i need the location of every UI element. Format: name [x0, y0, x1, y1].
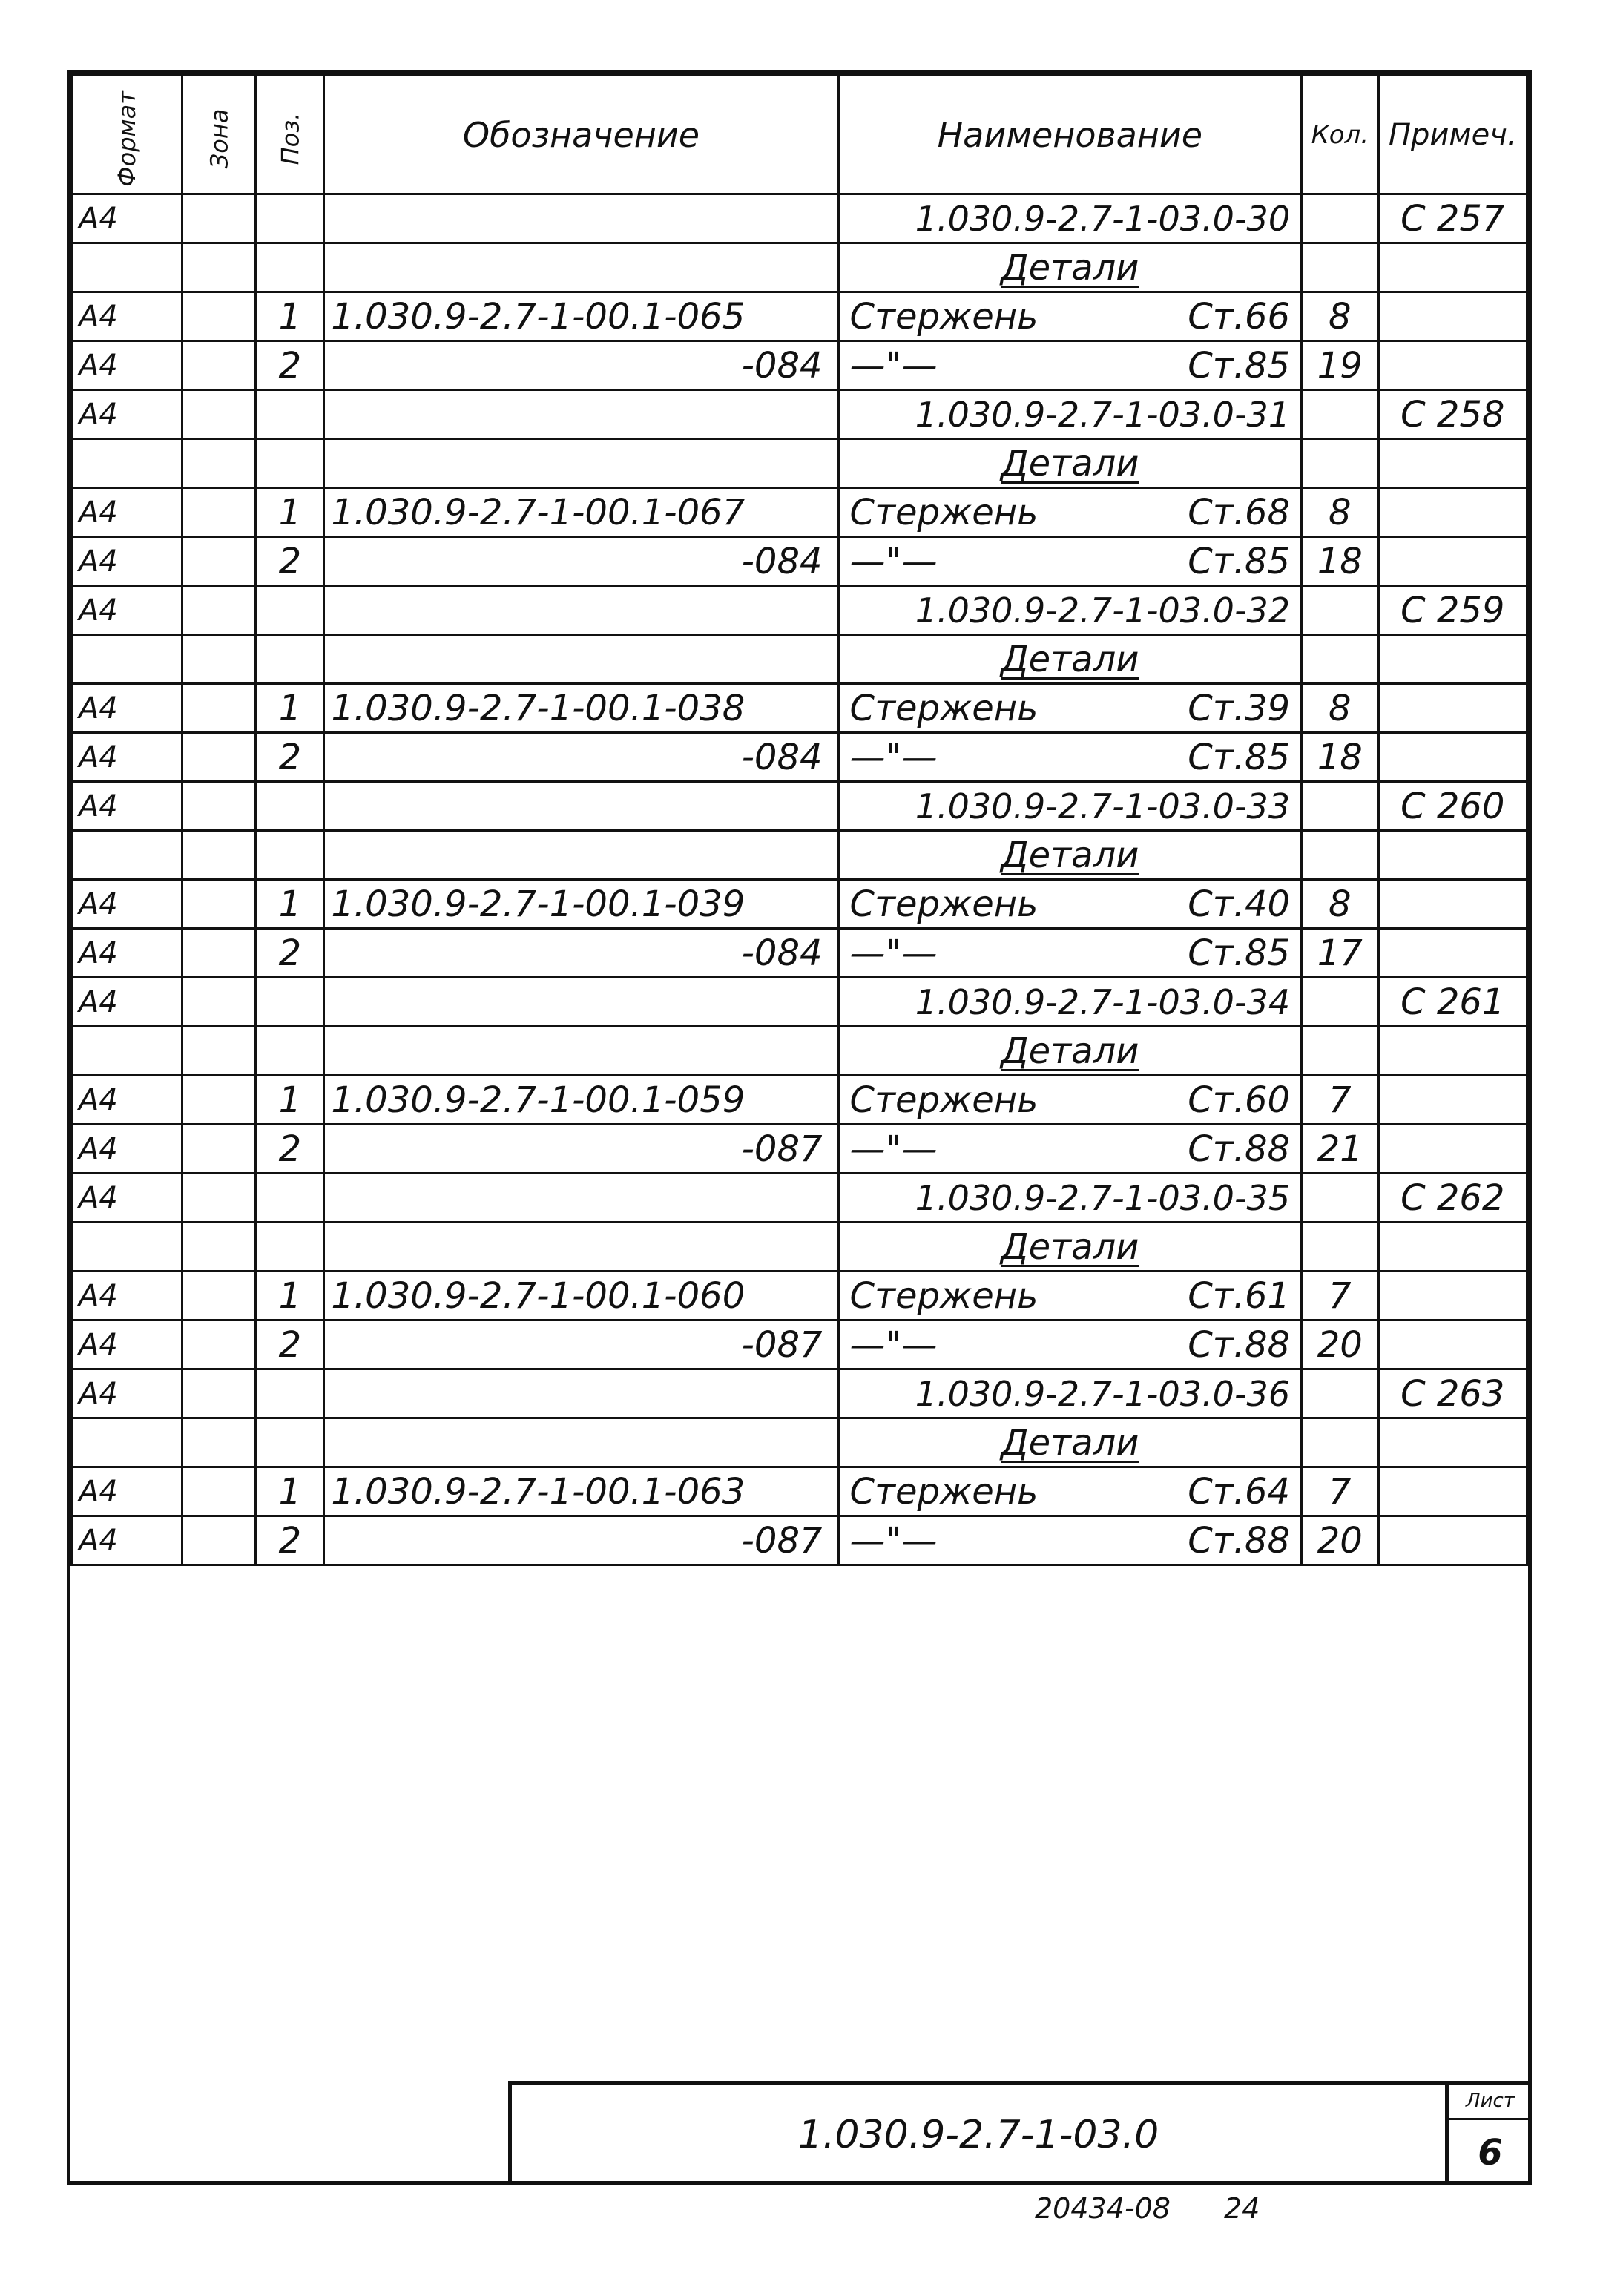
header-note: Примеч.	[1378, 76, 1527, 194]
position-cell: 1	[256, 1076, 324, 1125]
format-cell: А4	[72, 1125, 182, 1174]
note-cell	[1378, 488, 1527, 537]
format-cell	[72, 439, 182, 488]
note-cell	[1378, 1223, 1527, 1272]
format-cell: А4	[72, 1076, 182, 1125]
note-cell: С 261	[1378, 978, 1527, 1027]
designation-cell	[324, 243, 838, 292]
assembly-reference-cell: 1.030.9-2.7-1-03.0-31	[838, 390, 1302, 439]
format-cell: А4	[72, 1369, 182, 1418]
zone-cell	[182, 831, 256, 880]
format-cell	[72, 635, 182, 684]
format-cell: А4	[72, 537, 182, 586]
note-cell	[1378, 684, 1527, 733]
note-cell	[1378, 439, 1527, 488]
format-cell: А4	[72, 390, 182, 439]
format-cell: А4	[72, 978, 182, 1027]
note-cell	[1378, 537, 1527, 586]
position-cell: 2	[256, 1320, 324, 1369]
header-zone: Зона	[182, 76, 256, 194]
zone-cell	[182, 1125, 256, 1174]
quantity-cell	[1302, 1418, 1378, 1467]
zone-cell	[182, 635, 256, 684]
table-row	[72, 635, 1527, 684]
item-name: —"—	[849, 1128, 938, 1170]
item-name: Стержень	[849, 883, 1039, 925]
zone-cell	[182, 929, 256, 978]
format-cell: А4	[72, 782, 182, 831]
zone-cell	[182, 488, 256, 537]
format-cell	[72, 243, 182, 292]
position-cell	[256, 194, 324, 243]
item-name: —"—	[849, 1323, 938, 1366]
table-row	[72, 1467, 1527, 1516]
quantity-cell	[1302, 390, 1378, 439]
item-unit: Ст.61	[1188, 1274, 1291, 1317]
note-cell	[1378, 1467, 1527, 1516]
section-title-cell	[838, 243, 1302, 292]
position-cell	[256, 1174, 324, 1223]
table-row	[72, 880, 1527, 929]
zone-cell	[182, 194, 256, 243]
item-unit: Ст.88	[1188, 1323, 1291, 1366]
designation-cell: 1.030.9-2.7-1-00.1-065	[324, 292, 838, 341]
quantity-cell	[1302, 194, 1378, 243]
zone-cell	[182, 586, 256, 635]
item-name: Стержень	[849, 1079, 1039, 1121]
zone-cell	[182, 439, 256, 488]
position-cell: 1	[256, 1272, 324, 1320]
item-unit: Ст.39	[1188, 687, 1291, 729]
zone-cell	[182, 1418, 256, 1467]
assembly-reference-cell: 1.030.9-2.7-1-03.0-33	[838, 782, 1302, 831]
item-unit: Ст.64	[1188, 1470, 1291, 1513]
position-cell: 1	[256, 1467, 324, 1516]
section-title-cell	[838, 831, 1302, 880]
name-cell	[838, 929, 1302, 978]
item-name: —"—	[849, 344, 938, 386]
section-title: Детали	[1001, 638, 1139, 680]
table-row	[72, 1516, 1527, 1565]
format-cell: А4	[72, 929, 182, 978]
zone-cell	[182, 390, 256, 439]
table-row	[72, 488, 1527, 537]
name-cell	[838, 880, 1302, 929]
position-cell	[256, 782, 324, 831]
section-title: Детали	[1001, 442, 1139, 484]
position-cell: 2	[256, 929, 324, 978]
quantity-cell: 17	[1302, 929, 1378, 978]
position-cell	[256, 1223, 324, 1272]
position-cell: 1	[256, 880, 324, 929]
name-cell	[838, 537, 1302, 586]
header-designation: Обозначение	[324, 76, 838, 194]
item-name: Стержень	[849, 1470, 1039, 1513]
section-title: Детали	[1001, 1030, 1139, 1072]
format-cell: А4	[72, 1272, 182, 1320]
table-row	[72, 1320, 1527, 1369]
position-cell	[256, 586, 324, 635]
zone-cell	[182, 1516, 256, 1565]
quantity-cell: 20	[1302, 1320, 1378, 1369]
zone-cell	[182, 782, 256, 831]
table-row	[72, 978, 1527, 1027]
item-unit: Ст.85	[1188, 540, 1291, 582]
format-cell: А4	[72, 1467, 182, 1516]
name-cell	[838, 1272, 1302, 1320]
designation-cell	[324, 831, 838, 880]
note-cell	[1378, 292, 1527, 341]
item-name: Стержень	[849, 295, 1039, 338]
table-row	[72, 733, 1527, 782]
table-row	[72, 586, 1527, 635]
drawing-sheet	[67, 70, 1532, 2185]
name-cell	[838, 488, 1302, 537]
zone-cell	[182, 341, 256, 390]
format-cell: А4	[72, 586, 182, 635]
table-row	[72, 782, 1527, 831]
format-cell	[72, 831, 182, 880]
zone-cell	[182, 880, 256, 929]
format-cell: А4	[72, 341, 182, 390]
table-row	[72, 1076, 1527, 1125]
note-cell	[1378, 1076, 1527, 1125]
table-row	[72, 1125, 1527, 1174]
name-cell	[838, 1076, 1302, 1125]
name-cell	[838, 1125, 1302, 1174]
note-cell: С 257	[1378, 194, 1527, 243]
table-body	[72, 194, 1527, 1565]
position-cell	[256, 635, 324, 684]
item-name: Стержень	[849, 1274, 1039, 1317]
designation-cell	[324, 1369, 838, 1418]
designation-cell	[324, 1418, 838, 1467]
format-cell: А4	[72, 194, 182, 243]
item-name: —"—	[849, 736, 938, 778]
quantity-cell: 8	[1302, 292, 1378, 341]
item-unit: Ст.85	[1188, 344, 1291, 386]
position-cell: 2	[256, 537, 324, 586]
note-cell	[1378, 635, 1527, 684]
quantity-cell	[1302, 1223, 1378, 1272]
section-title-cell	[838, 1027, 1302, 1076]
position-cell	[256, 243, 324, 292]
section-title: Детали	[1001, 1421, 1139, 1464]
section-title: Детали	[1001, 1226, 1139, 1268]
zone-cell	[182, 684, 256, 733]
format-cell: А4	[72, 684, 182, 733]
footer	[1035, 2192, 1304, 2225]
table-row	[72, 1272, 1527, 1320]
note-cell: С 260	[1378, 782, 1527, 831]
table-row	[72, 1174, 1527, 1223]
header-format: Формат	[72, 76, 182, 194]
assembly-reference-cell: 1.030.9-2.7-1-03.0-36	[838, 1369, 1302, 1418]
header-quantity: Кол.	[1302, 76, 1378, 194]
quantity-cell	[1302, 1027, 1378, 1076]
table-row	[72, 1027, 1527, 1076]
zone-cell	[182, 1369, 256, 1418]
format-cell: А4	[72, 1320, 182, 1369]
table-row	[72, 1369, 1527, 1418]
header-position: Поз.	[256, 76, 324, 194]
table-row	[72, 341, 1527, 390]
note-cell	[1378, 880, 1527, 929]
table-row	[72, 1418, 1527, 1467]
zone-cell	[182, 243, 256, 292]
position-cell: 1	[256, 684, 324, 733]
note-cell	[1378, 1320, 1527, 1369]
position-cell: 2	[256, 1516, 324, 1565]
section-title-cell	[838, 635, 1302, 684]
designation-cell: -084	[324, 341, 838, 390]
format-cell: А4	[72, 1516, 182, 1565]
designation-cell	[324, 978, 838, 1027]
item-unit: Ст.88	[1188, 1128, 1291, 1170]
designation-cell	[324, 1027, 838, 1076]
zone-cell	[182, 1076, 256, 1125]
note-cell: С 258	[1378, 390, 1527, 439]
note-cell: С 263	[1378, 1369, 1527, 1418]
table-row	[72, 929, 1527, 978]
zone-cell	[182, 292, 256, 341]
zone-cell	[182, 1223, 256, 1272]
designation-cell	[324, 194, 838, 243]
assembly-reference-cell: 1.030.9-2.7-1-03.0-30	[838, 194, 1302, 243]
name-cell	[838, 733, 1302, 782]
position-cell	[256, 390, 324, 439]
item-unit: Ст.40	[1188, 883, 1291, 925]
designation-cell: 1.030.9-2.7-1-00.1-067	[324, 488, 838, 537]
item-unit: Ст.66	[1188, 295, 1291, 338]
note-cell	[1378, 341, 1527, 390]
format-cell	[72, 1418, 182, 1467]
designation-cell	[324, 1223, 838, 1272]
zone-cell	[182, 537, 256, 586]
name-cell	[838, 1320, 1302, 1369]
quantity-cell	[1302, 978, 1378, 1027]
item-name: Стержень	[849, 491, 1039, 533]
position-cell	[256, 439, 324, 488]
designation-cell	[324, 390, 838, 439]
designation-cell: 1.030.9-2.7-1-00.1-063	[324, 1467, 838, 1516]
specification-table	[70, 74, 1528, 1566]
designation-cell: 1.030.9-2.7-1-00.1-060	[324, 1272, 838, 1320]
item-name: —"—	[849, 1519, 938, 1562]
format-cell: А4	[72, 733, 182, 782]
table-row	[72, 194, 1527, 243]
position-cell: 2	[256, 341, 324, 390]
quantity-cell: 18	[1302, 537, 1378, 586]
quantity-cell	[1302, 586, 1378, 635]
note-cell	[1378, 733, 1527, 782]
designation-cell: -084	[324, 537, 838, 586]
designation-cell: -087	[324, 1125, 838, 1174]
format-cell: А4	[72, 488, 182, 537]
page-number: 24	[1224, 2192, 1260, 2225]
zone-cell	[182, 1174, 256, 1223]
quantity-cell	[1302, 831, 1378, 880]
note-cell	[1378, 929, 1527, 978]
designation-cell	[324, 1174, 838, 1223]
item-unit: Ст.88	[1188, 1519, 1291, 1562]
item-name: —"—	[849, 540, 938, 582]
quantity-cell	[1302, 1369, 1378, 1418]
section-title-cell	[838, 1418, 1302, 1467]
designation-cell	[324, 586, 838, 635]
name-cell	[838, 1467, 1302, 1516]
note-cell	[1378, 1272, 1527, 1320]
table-row	[72, 243, 1527, 292]
quantity-cell: 19	[1302, 341, 1378, 390]
table-row	[72, 537, 1527, 586]
assembly-reference-cell: 1.030.9-2.7-1-03.0-32	[838, 586, 1302, 635]
position-cell: 2	[256, 733, 324, 782]
designation-cell: -084	[324, 733, 838, 782]
name-cell	[838, 341, 1302, 390]
header-name: Наименование	[838, 76, 1302, 194]
note-cell	[1378, 1418, 1527, 1467]
assembly-reference-cell: 1.030.9-2.7-1-03.0-35	[838, 1174, 1302, 1223]
note-cell	[1378, 1125, 1527, 1174]
designation-cell: 1.030.9-2.7-1-00.1-038	[324, 684, 838, 733]
zone-cell	[182, 1272, 256, 1320]
designation-cell: -084	[324, 929, 838, 978]
note-cell	[1378, 1516, 1527, 1565]
quantity-cell: 8	[1302, 880, 1378, 929]
designation-cell	[324, 782, 838, 831]
table-row	[72, 439, 1527, 488]
position-cell	[256, 1369, 324, 1418]
designation-cell: 1.030.9-2.7-1-00.1-059	[324, 1076, 838, 1125]
note-cell: С 259	[1378, 586, 1527, 635]
section-title: Детали	[1001, 834, 1139, 876]
section-title-cell	[838, 1223, 1302, 1272]
zone-cell	[182, 978, 256, 1027]
quantity-cell	[1302, 635, 1378, 684]
section-title-cell	[838, 439, 1302, 488]
quantity-cell: 20	[1302, 1516, 1378, 1565]
table-row	[72, 390, 1527, 439]
position-cell	[256, 1027, 324, 1076]
table-row	[72, 292, 1527, 341]
quantity-cell	[1302, 243, 1378, 292]
section-title: Детали	[1001, 246, 1139, 289]
item-name: —"—	[849, 932, 938, 974]
format-cell	[72, 1223, 182, 1272]
table-row	[72, 831, 1527, 880]
quantity-cell: 8	[1302, 488, 1378, 537]
note-cell	[1378, 243, 1527, 292]
title-block	[508, 2081, 1532, 2185]
designation-cell	[324, 635, 838, 684]
position-cell: 1	[256, 488, 324, 537]
zone-cell	[182, 1467, 256, 1516]
designation-cell: 1.030.9-2.7-1-00.1-039	[324, 880, 838, 929]
zone-cell	[182, 1027, 256, 1076]
name-cell	[838, 1516, 1302, 1565]
item-unit: Ст.85	[1188, 736, 1291, 778]
sheet-number: 6	[1478, 2132, 1503, 2174]
position-cell: 2	[256, 1125, 324, 1174]
quantity-cell: 7	[1302, 1467, 1378, 1516]
document-designation: 1.030.9-2.7-1-03.0	[797, 2112, 1159, 2157]
name-cell	[838, 684, 1302, 733]
zone-cell	[182, 733, 256, 782]
note-cell: С 262	[1378, 1174, 1527, 1223]
format-cell: А4	[72, 1174, 182, 1223]
table-row	[72, 684, 1527, 733]
sheet-number-box	[1445, 2085, 1532, 2185]
designation-cell: -087	[324, 1516, 838, 1565]
item-unit: Ст.85	[1188, 932, 1291, 974]
item-unit: Ст.68	[1188, 491, 1291, 533]
sheet-label: Лист	[1449, 2085, 1532, 2120]
format-cell: А4	[72, 880, 182, 929]
designation-cell	[324, 439, 838, 488]
name-cell	[838, 292, 1302, 341]
quantity-cell: 18	[1302, 733, 1378, 782]
item-unit: Ст.60	[1188, 1079, 1291, 1121]
quantity-cell: 8	[1302, 684, 1378, 733]
quantity-cell: 21	[1302, 1125, 1378, 1174]
position-cell	[256, 1418, 324, 1467]
quantity-cell: 7	[1302, 1272, 1378, 1320]
quantity-cell	[1302, 439, 1378, 488]
table-row	[72, 1223, 1527, 1272]
zone-cell	[182, 1320, 256, 1369]
designation-cell: -087	[324, 1320, 838, 1369]
assembly-reference-cell: 1.030.9-2.7-1-03.0-34	[838, 978, 1302, 1027]
table-header-row	[72, 76, 1527, 194]
format-cell	[72, 1027, 182, 1076]
note-cell	[1378, 831, 1527, 880]
note-cell	[1378, 1027, 1527, 1076]
position-cell	[256, 978, 324, 1027]
quantity-cell	[1302, 782, 1378, 831]
quantity-cell: 7	[1302, 1076, 1378, 1125]
format-cell: А4	[72, 292, 182, 341]
quantity-cell	[1302, 1174, 1378, 1223]
archive-number: 20434-08	[1035, 2192, 1171, 2225]
item-name: Стержень	[849, 687, 1039, 729]
position-cell	[256, 831, 324, 880]
position-cell: 1	[256, 292, 324, 341]
